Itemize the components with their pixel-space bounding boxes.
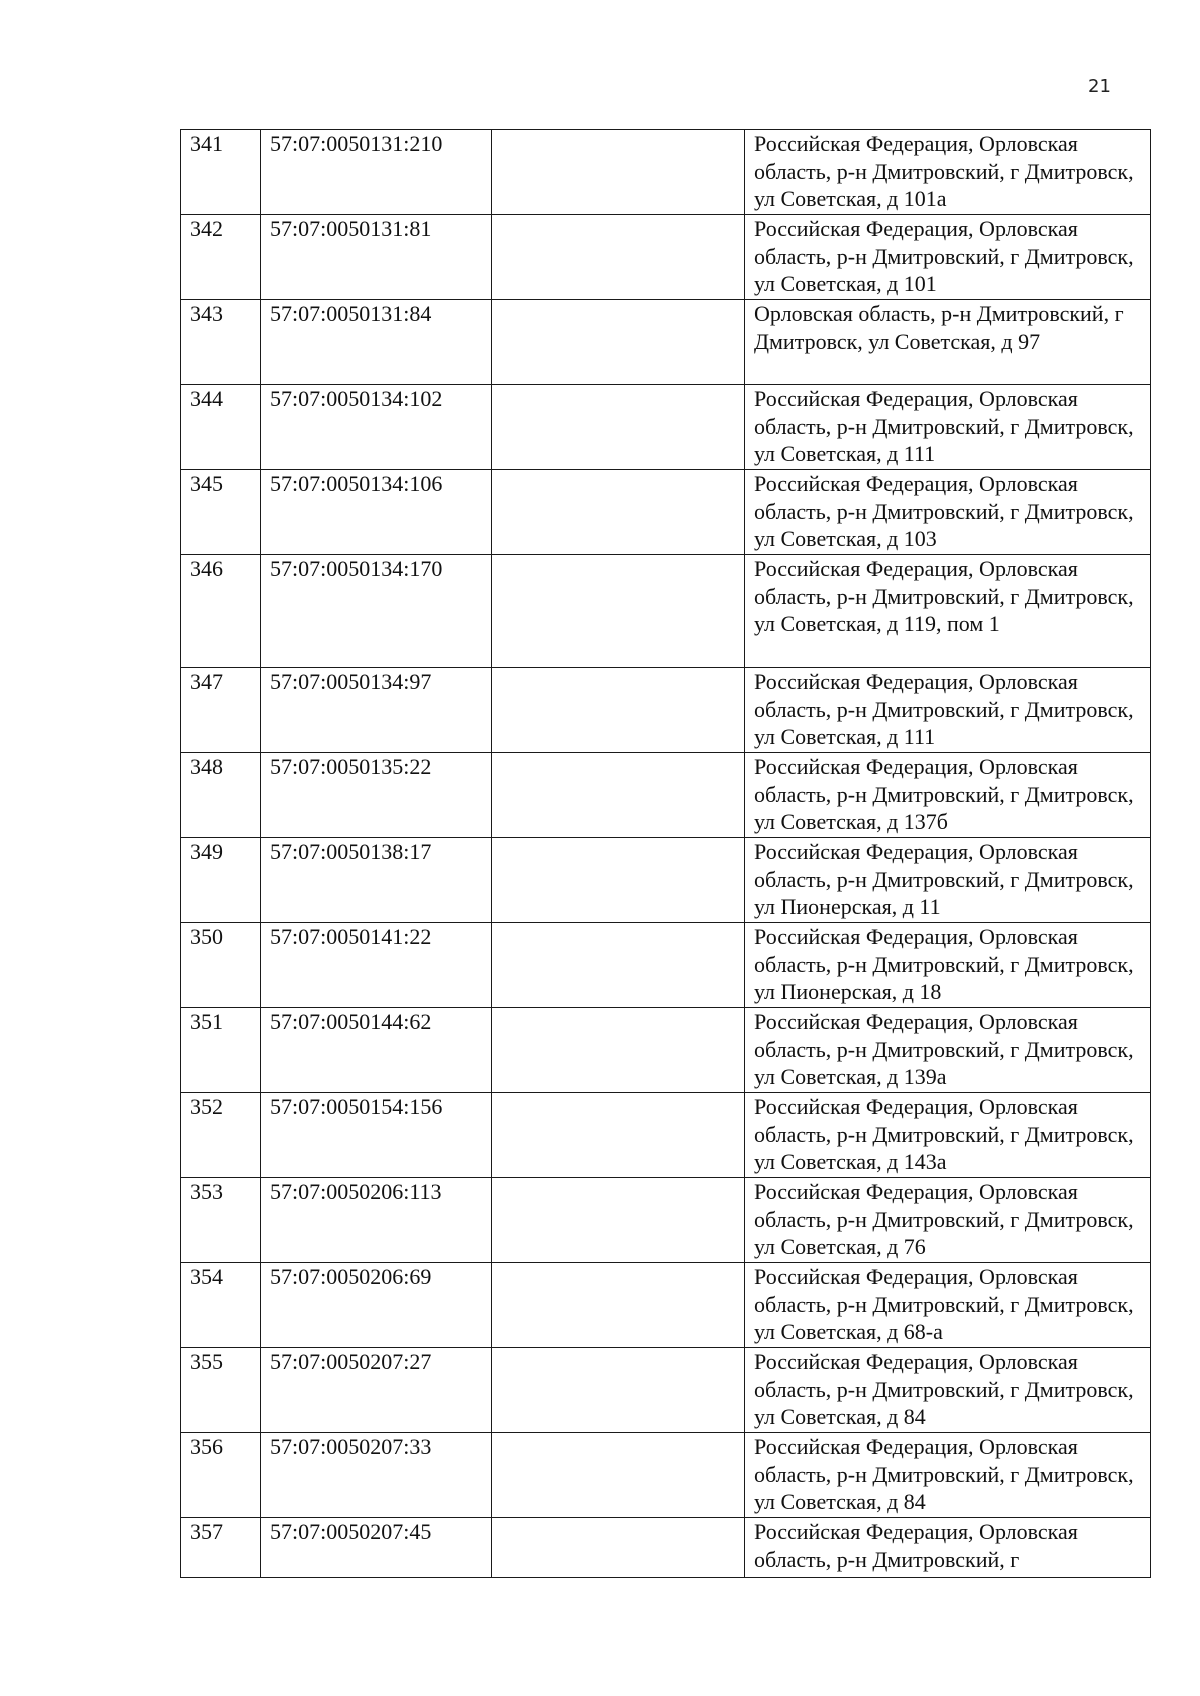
- table-row: [181, 385, 1151, 470]
- address: Российская Федерация, Орловская область, р-н Дмитровский, г: [745, 1518, 1151, 1578]
- row-number: 344: [181, 385, 261, 470]
- row-number: 353: [181, 1178, 261, 1263]
- empty-cell: [492, 1433, 745, 1518]
- row-number: 343: [181, 300, 261, 385]
- cadastral-number: 57:07:0050207:33: [261, 1433, 492, 1518]
- empty-cell: [492, 1178, 745, 1263]
- table-row: [181, 1433, 1151, 1518]
- row-number: 348: [181, 753, 261, 838]
- table-row: [181, 1093, 1151, 1178]
- cadastral-number: 57:07:0050206:69: [261, 1263, 492, 1348]
- cadastral-number: 57:07:0050134:170: [261, 555, 492, 668]
- row-number: 350: [181, 923, 261, 1008]
- cadastral-number: 57:07:0050135:22: [261, 753, 492, 838]
- row-number: 357: [181, 1518, 261, 1578]
- table-row: [181, 753, 1151, 838]
- address: Российская Федерация, Орловская область, р-н Дмитровский, г Дмитровск, ул Советская, д 139а: [745, 1008, 1151, 1093]
- cadastral-number: 57:07:0050131:84: [261, 300, 492, 385]
- row-number: 354: [181, 1263, 261, 1348]
- cadastral-number: 57:07:0050207:27: [261, 1348, 492, 1433]
- cadastral-number: 57:07:0050141:22: [261, 923, 492, 1008]
- cadastral-number: 57:07:0050134:102: [261, 385, 492, 470]
- address: Российская Федерация, Орловская область, р-н Дмитровский, г Дмитровск, ул Советская, д 84: [745, 1433, 1151, 1518]
- table-row: [181, 555, 1151, 668]
- empty-cell: [492, 130, 745, 215]
- cadastral-number: 57:07:0050206:113: [261, 1178, 492, 1263]
- table-row: [181, 300, 1151, 385]
- empty-cell: [492, 470, 745, 555]
- registry-table-body: [181, 130, 1151, 1578]
- address: Российская Федерация, Орловская область, р-н Дмитровский, г Дмитровск, ул Советская, д 101а: [745, 130, 1151, 215]
- row-number: 341: [181, 130, 261, 215]
- empty-cell: [492, 300, 745, 385]
- table-row: [181, 215, 1151, 300]
- table-row: [181, 1348, 1151, 1433]
- row-number: 352: [181, 1093, 261, 1178]
- empty-cell: [492, 838, 745, 923]
- empty-cell: [492, 923, 745, 1008]
- row-number: 351: [181, 1008, 261, 1093]
- table-row: [181, 838, 1151, 923]
- table-row: [181, 668, 1151, 753]
- row-number: 342: [181, 215, 261, 300]
- cadastral-number: 57:07:0050134:97: [261, 668, 492, 753]
- cadastral-number: 57:07:0050207:45: [261, 1518, 492, 1578]
- empty-cell: [492, 215, 745, 300]
- cadastral-number: 57:07:0050131:210: [261, 130, 492, 215]
- cadastral-number: 57:07:0050134:106: [261, 470, 492, 555]
- table-row: [181, 470, 1151, 555]
- address: Российская Федерация, Орловская область, р-н Дмитровский, г Дмитровск, ул Советская, д 137б: [745, 753, 1151, 838]
- empty-cell: [492, 1093, 745, 1178]
- cadastral-number: 57:07:0050138:17: [261, 838, 492, 923]
- row-number: 347: [181, 668, 261, 753]
- address: Российская Федерация, Орловская область, р-н Дмитровский, г Дмитровск, ул Советская, д 111: [745, 668, 1151, 753]
- cadastral-number: 57:07:0050154:156: [261, 1093, 492, 1178]
- table-row: [181, 1008, 1151, 1093]
- address: Российская Федерация, Орловская область, р-н Дмитровский, г Дмитровск, ул Советская, д 101: [745, 215, 1151, 300]
- table-row: [181, 923, 1151, 1008]
- empty-cell: [492, 753, 745, 838]
- address: Российская Федерация, Орловская область, р-н Дмитровский, г Дмитровск, ул Советская, д 111: [745, 385, 1151, 470]
- cadastral-number: 57:07:0050131:81: [261, 215, 492, 300]
- table-row: [181, 1263, 1151, 1348]
- address: Российская Федерация, Орловская область, р-н Дмитровский, г Дмитровск, ул Советская, д 68-а: [745, 1263, 1151, 1348]
- cadastral-number: 57:07:0050144:62: [261, 1008, 492, 1093]
- page-number: 21: [1088, 76, 1111, 97]
- empty-cell: [492, 385, 745, 470]
- row-number: 355: [181, 1348, 261, 1433]
- table-row: [181, 1518, 1151, 1578]
- empty-cell: [492, 555, 745, 668]
- row-number: 345: [181, 470, 261, 555]
- row-number: 356: [181, 1433, 261, 1518]
- table-row: [181, 130, 1151, 215]
- registry-table: [180, 129, 1151, 1578]
- row-number: 349: [181, 838, 261, 923]
- empty-cell: [492, 1008, 745, 1093]
- empty-cell: [492, 1348, 745, 1433]
- empty-cell: [492, 1518, 745, 1578]
- address: Российская Федерация, Орловская область, р-н Дмитровский, г Дмитровск, ул Советская, д 143а: [745, 1093, 1151, 1178]
- row-number: 346: [181, 555, 261, 668]
- empty-cell: [492, 1263, 745, 1348]
- address: Российская Федерация, Орловская область, р-н Дмитровский, г Дмитровск, ул Советская, д 103: [745, 470, 1151, 555]
- address: Российская Федерация, Орловская область, р-н Дмитровский, г Дмитровск, ул Советская, д 84: [745, 1348, 1151, 1433]
- address: Российская Федерация, Орловская область, р-н Дмитровский, г Дмитровск, ул Советская, д 76: [745, 1178, 1151, 1263]
- address: Российская Федерация, Орловская область, р-н Дмитровский, г Дмитровск, ул Советская, д 119, пом 1: [745, 555, 1151, 668]
- address: Российская Федерация, Орловская область, р-н Дмитровский, г Дмитровск, ул Пионерская, д 11: [745, 838, 1151, 923]
- empty-cell: [492, 668, 745, 753]
- table-row: [181, 1178, 1151, 1263]
- address: Российская Федерация, Орловская область, р-н Дмитровский, г Дмитровск, ул Пионерская, д 18: [745, 923, 1151, 1008]
- address: Орловская область, р-н Дмитровский, г Дмитровск, ул Советская, д 97: [745, 300, 1151, 385]
